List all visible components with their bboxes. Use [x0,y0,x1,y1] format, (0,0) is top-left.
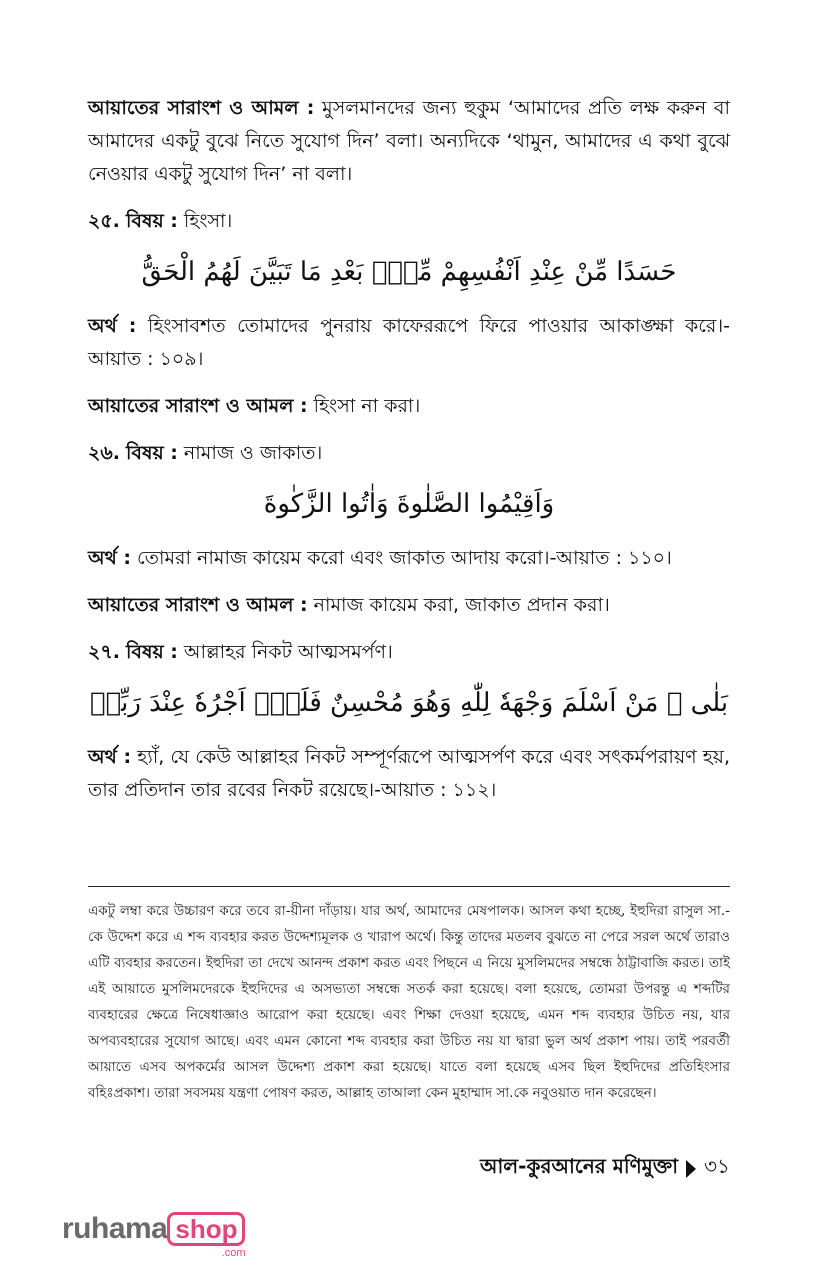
summary-paragraph-25 [88,390,730,423]
arabic-verse-26: وَاَقِيْمُوا الصَّلٰوةَ وَاٰتُوا الزَّكٰوةَ [263,489,555,519]
meaning-text: তোমরা নামাজ কায়েম করো এবং জাকাত আদায় করো।-আয়াত : ১১০। [130,547,672,569]
summary-text: হিংসা না করা। [307,395,421,417]
meaning-label: অর্থ : [88,315,137,337]
summary-text: মুসলমানদের জন্য হুকুম ‘আমাদের প্রতি লক্ষ করুন বা আমাদের একটু বুঝে নিতে সুযোগ দিন’ বলা। অন্যদিকে ‘থামুন, আমাদের এ কথা বুঝে নেওয়ার একটু সুযোগ দিন’ না বলা। [88,97,730,185]
summary-label: আয়াতের সারাংশ ও আমল : [88,395,308,417]
summary-text: নামাজ কায়েম করা, জাকাত প্রদান করা। [307,594,610,616]
meaning-label: অর্থ : [88,746,132,768]
summary-paragraph-26 [88,589,730,622]
meaning-paragraph-25 [88,310,730,376]
page-body [88,92,730,821]
subject-text: আল্লাহর নিকট আত্মসমর্পণ। [177,641,393,663]
meaning-text: হিংসাবশত তোমাদের পুনরায় কাফেররূপে ফিরে পাওয়ার আকাঙ্ক্ষা করে।-আয়াত : ১০৯। [88,315,730,370]
page-number: ৩১ [704,1154,730,1178]
summary-label: আয়াতের সারাংশ ও আমল : [88,97,315,119]
logo-brand: ruhama [62,1212,168,1245]
meaning-paragraph-27 [88,741,730,807]
arabic-verse-27: بَلٰى ۚ مَنْ اَسْلَمَ وَجْهَهٗ لِلّٰهِ وَهُوَ مُحْسِنٌ فَلَهٗۤ اَجْرُهٗ عِنْدَ رَبِّهٖ [89,688,729,718]
arabic-verse-25: حَسَدًا مِّنْ عِنْدِ اَنْفُسِهِمْ مِّنْۢ بَعْدِ مَا تَبَيَّنَ لَهُمُ الْحَقُّ [141,257,677,287]
subject-heading-27 [88,636,730,669]
summary-paragraph-intro [88,92,730,191]
subject-text: নামাজ ও জাকাত। [177,442,323,464]
triangle-right-icon [686,1160,696,1178]
page-footer [480,1152,730,1185]
meaning-paragraph-26 [88,542,730,575]
subject-label: বিষয় : [125,442,178,464]
footnote-text: একটু লম্বা করে উচ্চারণ করে তবে রা-য়ীনা দাঁড়ায়। যার অর্থ, আমাদের মেষপালক। আসল কথা হচ্ছে, ইহুদিরা রাসুল সা.-কে উদ্দেশ করে এ শব্দ ব্যবহার করত উদ্দেশ্যমূলক ও খারাপ অর্থে। কিন্তু তাদের মতলব বুঝতে না পেরে সরল অর্থে তারাও এটি ব্যবহার করতেন। ইহুদিরা তা দেখে আনন্দ প্রকাশ করত এবং পিছনে এ নিয়ে মুসলিমদের সম্বন্ধে ঠাট্টাবাজি করত। তাই এই আয়াতে মুসলিমদেরকে ইহুদিদের এ অসভ্যতা সম্বন্ধে সতর্ক করা হয়েছে। বলা হয়েছে, তোমরা উপরন্তু এ শব্দটির ব্যবহারের ক্ষেত্রে নিষেধাজ্ঞাও আরোপ করা হয়েছে। এবং শিক্ষা দেওয়া হয়েছে, এমন শব্দ ব্যবহার উচিত নয়, যার অপব্যবহারের সুযোগ আছে। এবং এমন কোনো শব্দ ব্যবহার করা উচিত নয় যা দ্বারা ভুল অর্থ প্রকাশ পায়। তাই পরবর্তী আয়াতে এসব অপকর্মের আসল উদ্দেশ্য প্রকাশ করা হয়েছে। যাতে বলা হয়েছে এসব ছিল ইহুদিদের প্রতিহিংসার বহিঃপ্রকাশ। তারা সবসময় যন্ত্রণা পোষণ করত, আল্লাহ তাআলা কেন মুহাম্মাদ সা.কে নবুওয়াত দান করেছেন। [88,903,730,1101]
subject-heading-26 [88,437,730,470]
subject-label: বিষয় : [125,210,178,232]
subject-heading-25 [88,205,730,238]
ruhamashop-logo [62,1212,245,1260]
meaning-label: অর্থ : [88,547,131,569]
section-number: ২৭. [88,641,120,663]
summary-label: আয়াতের সারাংশ ও আমল : [88,594,308,616]
footnote-divider [88,886,730,887]
section-number: ২৬. [88,442,120,464]
logo-shop-group [167,1212,245,1260]
subject-text: হিংসা। [177,210,233,232]
book-title: আল-কুরআনের মণিমুক্তা [479,1154,679,1178]
subject-label: বিষয় : [125,641,178,663]
logo-shop: shop [167,1212,245,1246]
logo-domain: .com [221,1247,246,1259]
meaning-text: হ্যাঁ, যে কেউ আল্লাহর নিকট সম্পূর্ণরূপে আত্মসর্পণ করে এবং সৎকর্মপরায়ণ হয়, তার প্রতিদান তার রবের নিকট রয়েছে।-আয়াত : ১১২। [88,746,730,801]
section-number: ২৫. [88,210,120,232]
